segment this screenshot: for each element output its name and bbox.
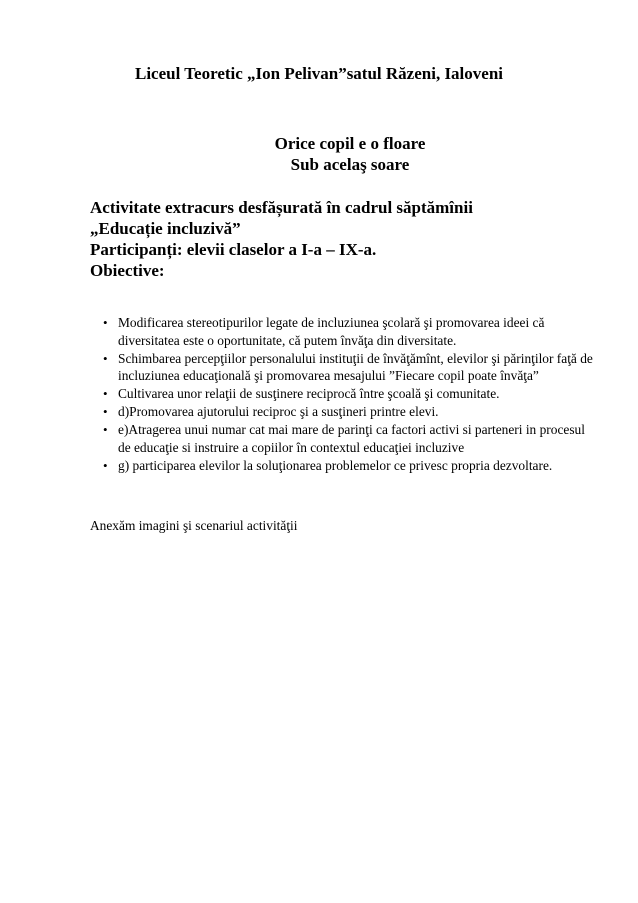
annex-note: Anexăm imagini şi scenariul activităţii — [90, 518, 298, 533]
school-title: Liceul Teoretic „Ion Pelivan”satul Răzeni, Ialoveni — [134, 64, 504, 83]
bullet-icon: • — [103, 386, 108, 402]
motto-line-1: Orice copil e o floare — [274, 134, 426, 153]
list-item — [90, 421, 600, 456]
bullet-icon: • — [103, 350, 108, 366]
bullet-icon: • — [103, 315, 108, 330]
activity-title-line-1: Activitate extracurs desfășurată în cadrul săptămînii — [90, 198, 473, 217]
bullet-icon: • — [103, 404, 108, 420]
objective-text: Cultivarea unor relaţii de susţinere reciprocă între şcoală şi comunitate. — [118, 386, 500, 402]
motto — [0, 133, 638, 175]
activity-title-line-2: „Educație incluzivă” — [90, 219, 241, 238]
list-item — [90, 385, 600, 403]
motto-line-2: Sub acelaş soare — [290, 155, 410, 174]
list-item — [90, 457, 600, 475]
bullet-icon: • — [103, 457, 108, 473]
objective-text: Modificarea stereotipurilor legate de incluziunea şcolară şi promovarea ideei că diversitatea este o oportunitate, că putem învăţa din diversitate. — [118, 315, 545, 348]
objective-text: e)Atragerea unui numar cat mai mare de parinţi ca factori activi si parteneri in procesul de educaţie si instruire a copiilor în contextul educaţiei incluzive — [118, 422, 585, 455]
participants: Participanți: elevii claselor a I-a – IX-a. — [90, 240, 377, 259]
objectives-heading: Obiective: — [90, 261, 165, 280]
activity-heading — [90, 197, 473, 281]
bullet-icon: • — [103, 422, 108, 438]
objective-text: g) participarea elevilor la soluţionarea problemelor ce privesc propria dezvoltare. — [118, 457, 553, 473]
list-item — [90, 350, 600, 385]
objective-text: d)Promovarea ajutorului reciproc şi a susţineri printre elevi. — [118, 404, 439, 420]
objective-text: Schimbarea percepţiilor personalului instituţii de învăţămînt, elevilor şi părinţilor faţă de incluziunea educaţională şi promovarea mesajului ”Fiecare copil poate învăţa” — [118, 350, 593, 384]
objectives-list — [90, 314, 600, 475]
list-item — [90, 314, 600, 349]
list-item — [90, 403, 600, 421]
